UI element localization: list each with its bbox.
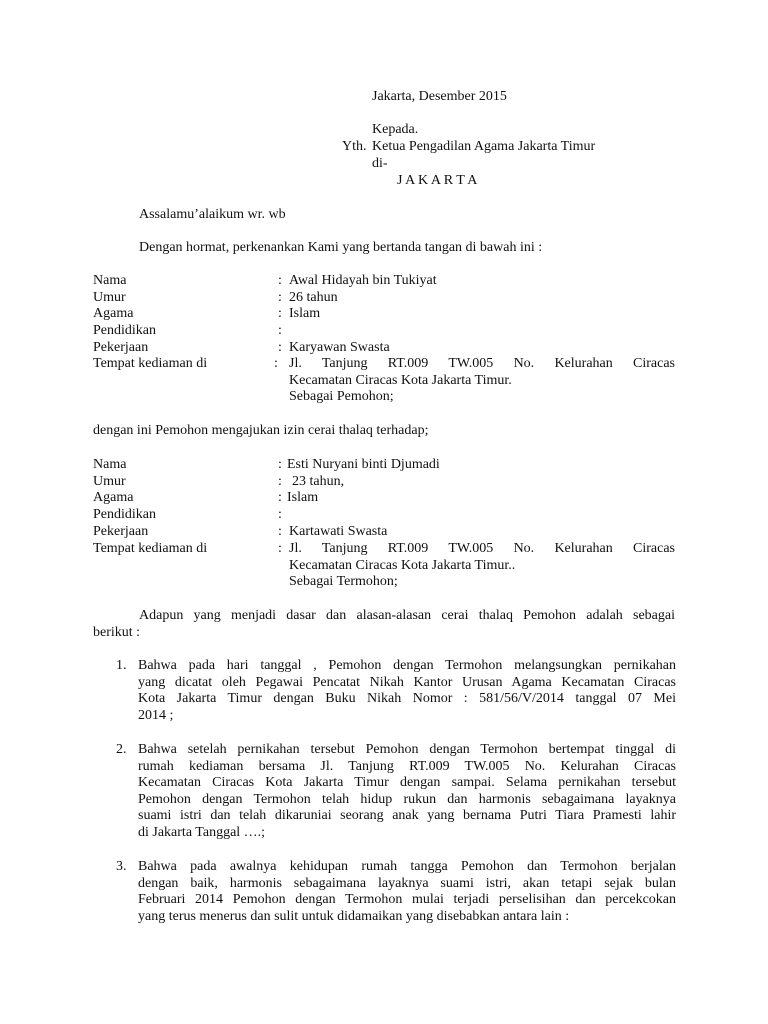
colon: : <box>278 340 282 355</box>
field-value: 26 tahun <box>289 290 338 305</box>
address-line: Kecamatan Ciracas Kota Jakarta Timur.. <box>289 557 516 573</box>
address-line: Jl. Tanjung RT.009 TW.005 No. Kelurahan Ciracas <box>289 541 675 556</box>
colon: : <box>278 490 282 505</box>
yth-label: Yth. <box>342 139 367 154</box>
field-label: Tempat kediaman di <box>93 541 208 556</box>
item-line: Bahwa pada awalnya kehidupan rumah tangga Pemohon dan Termohon berjalan <box>138 859 676 874</box>
colon: : <box>278 457 282 472</box>
recipient: Ketua Pengadilan Agama Jakarta Timur <box>372 139 596 154</box>
field-label: Pendidikan <box>93 507 156 522</box>
field-value: Islam <box>289 306 321 321</box>
address-value <box>289 356 675 406</box>
item-line: yang dicatat oleh Pegawai Pencatat Nikah Kantor Urusan Agama Kecamatan Ciracas <box>138 674 676 690</box>
item-line: Februari 2014 Pemohon dengan Termohon mulai terjadi perselisihan dan percekcokan <box>138 892 676 907</box>
pemohon-agama-row <box>93 306 675 323</box>
item-number: 3. <box>116 859 127 874</box>
field-label: Agama <box>93 306 134 321</box>
di-label: di- <box>372 156 388 171</box>
transition-text: dengan ini Pemohon mengajukan izin cerai thalaq terhadap; <box>93 423 429 438</box>
intro-text: Dengan hormat, perkenankan Kami yang bertanda tangan di bawah ini : <box>139 240 543 255</box>
kepada-label: Kepada. <box>372 122 419 137</box>
field-label: Umur <box>93 290 126 305</box>
greeting: Assalamu’alaikum wr. wb <box>139 207 286 222</box>
termohon-agama-row <box>93 490 675 507</box>
item-line: rumah kediaman bersama Jl. Tanjung RT.009 TW.005 No. Kelurahan Ciracas <box>138 758 676 774</box>
item-number: 2. <box>116 742 127 757</box>
field-value: 23 tahun, <box>292 474 345 489</box>
basis-line: Adapun yang menjadi dasar dan alasan-alasan cerai thalaq Pemohon adalah sebagai <box>139 608 675 623</box>
colon: : <box>278 541 282 556</box>
field-label: Nama <box>93 273 127 288</box>
colon: : <box>278 323 282 338</box>
party-role: Sebagai Termohon; <box>289 574 398 589</box>
item-line: dengan baik, harmonis sebagaimana layaknya suami istri, akan tetapi sejak bulan <box>138 875 676 891</box>
colon: : <box>274 356 278 371</box>
item-line: Kota Jakarta Timur dengan Buku Nikah Nomor : 581/56/V/2014 tanggal 07 Mei <box>138 691 676 706</box>
place-date: Jakarta, Desember 2015 <box>372 89 507 104</box>
colon: : <box>278 306 282 321</box>
address-line: Jl. Tanjung RT.009 TW.005 No. Kelurahan Ciracas <box>289 356 675 371</box>
item-line: 2014 ; <box>138 707 174 723</box>
basis-line: berikut : <box>93 624 141 640</box>
termohon-pekerjaan-row <box>93 524 675 541</box>
field-label: Pekerjaan <box>93 524 149 539</box>
pemohon-pendidikan-row <box>93 323 675 340</box>
field-value: Karyawan Swasta <box>289 340 390 355</box>
field-label: Pendidikan <box>93 323 156 338</box>
field-label: Pekerjaan <box>93 340 149 355</box>
item-line: Bahwa setelah pernikahan tersebut Pemohon dengan Termohon bertempat tinggal di <box>138 742 676 757</box>
item-text <box>138 742 676 841</box>
item-line: Pemohon dengan Termohon telah hidup rukun dan harmonis sebagaimana layaknya <box>138 791 676 807</box>
colon: : <box>278 290 282 305</box>
item-text <box>138 658 676 724</box>
item-number: 1. <box>116 658 127 673</box>
city: J A K A R T A <box>397 173 478 188</box>
colon: : <box>278 524 282 539</box>
termohon-umur-row <box>93 474 675 491</box>
colon: : <box>278 474 282 489</box>
termohon-alamat-row <box>93 541 675 593</box>
field-value: Islam <box>287 490 319 505</box>
field-value: Awal Hidayah bin Tukiyat <box>289 273 437 288</box>
termohon-pendidikan-row <box>93 507 675 524</box>
field-value: Esti Nuryani binti Djumadi <box>287 457 440 472</box>
address-value <box>289 541 675 591</box>
item-line: Kecamatan Ciracas Kota Jakarta Timur dengan sampai. Selama pernikahan tersebut <box>138 775 676 790</box>
colon: : <box>278 273 282 288</box>
item-line: Bahwa pada hari tanggal , Pemohon dengan Termohon melangsungkan pernikahan <box>138 658 676 673</box>
item-line: suami istri dan telah dikaruniai seorang anak yang bernama Putri Tiara Pramesti lahir <box>138 808 676 823</box>
pemohon-nama-row <box>93 273 675 290</box>
item-line: di Jakarta Tanggal ….; <box>138 824 266 840</box>
field-label: Nama <box>93 457 127 472</box>
address-line: Kecamatan Ciracas Kota Jakarta Timur. <box>289 372 512 388</box>
basis-paragraph <box>93 608 675 641</box>
termohon-nama-row <box>93 457 675 474</box>
field-label: Umur <box>93 474 126 489</box>
pemohon-umur-row <box>93 290 675 307</box>
pemohon-pekerjaan-row <box>93 340 675 357</box>
field-label: Tempat kediaman di <box>93 356 208 371</box>
item-text <box>138 859 676 925</box>
colon: : <box>278 507 282 522</box>
item-line: yang terus menerus dan sulit untuk didamaikan yang disebabkan antara lain : <box>138 908 570 924</box>
field-value: Kartawati Swasta <box>289 524 388 539</box>
party-role: Sebagai Pemohon; <box>289 389 394 404</box>
pemohon-alamat-row <box>93 356 675 408</box>
field-label: Agama <box>93 490 134 505</box>
